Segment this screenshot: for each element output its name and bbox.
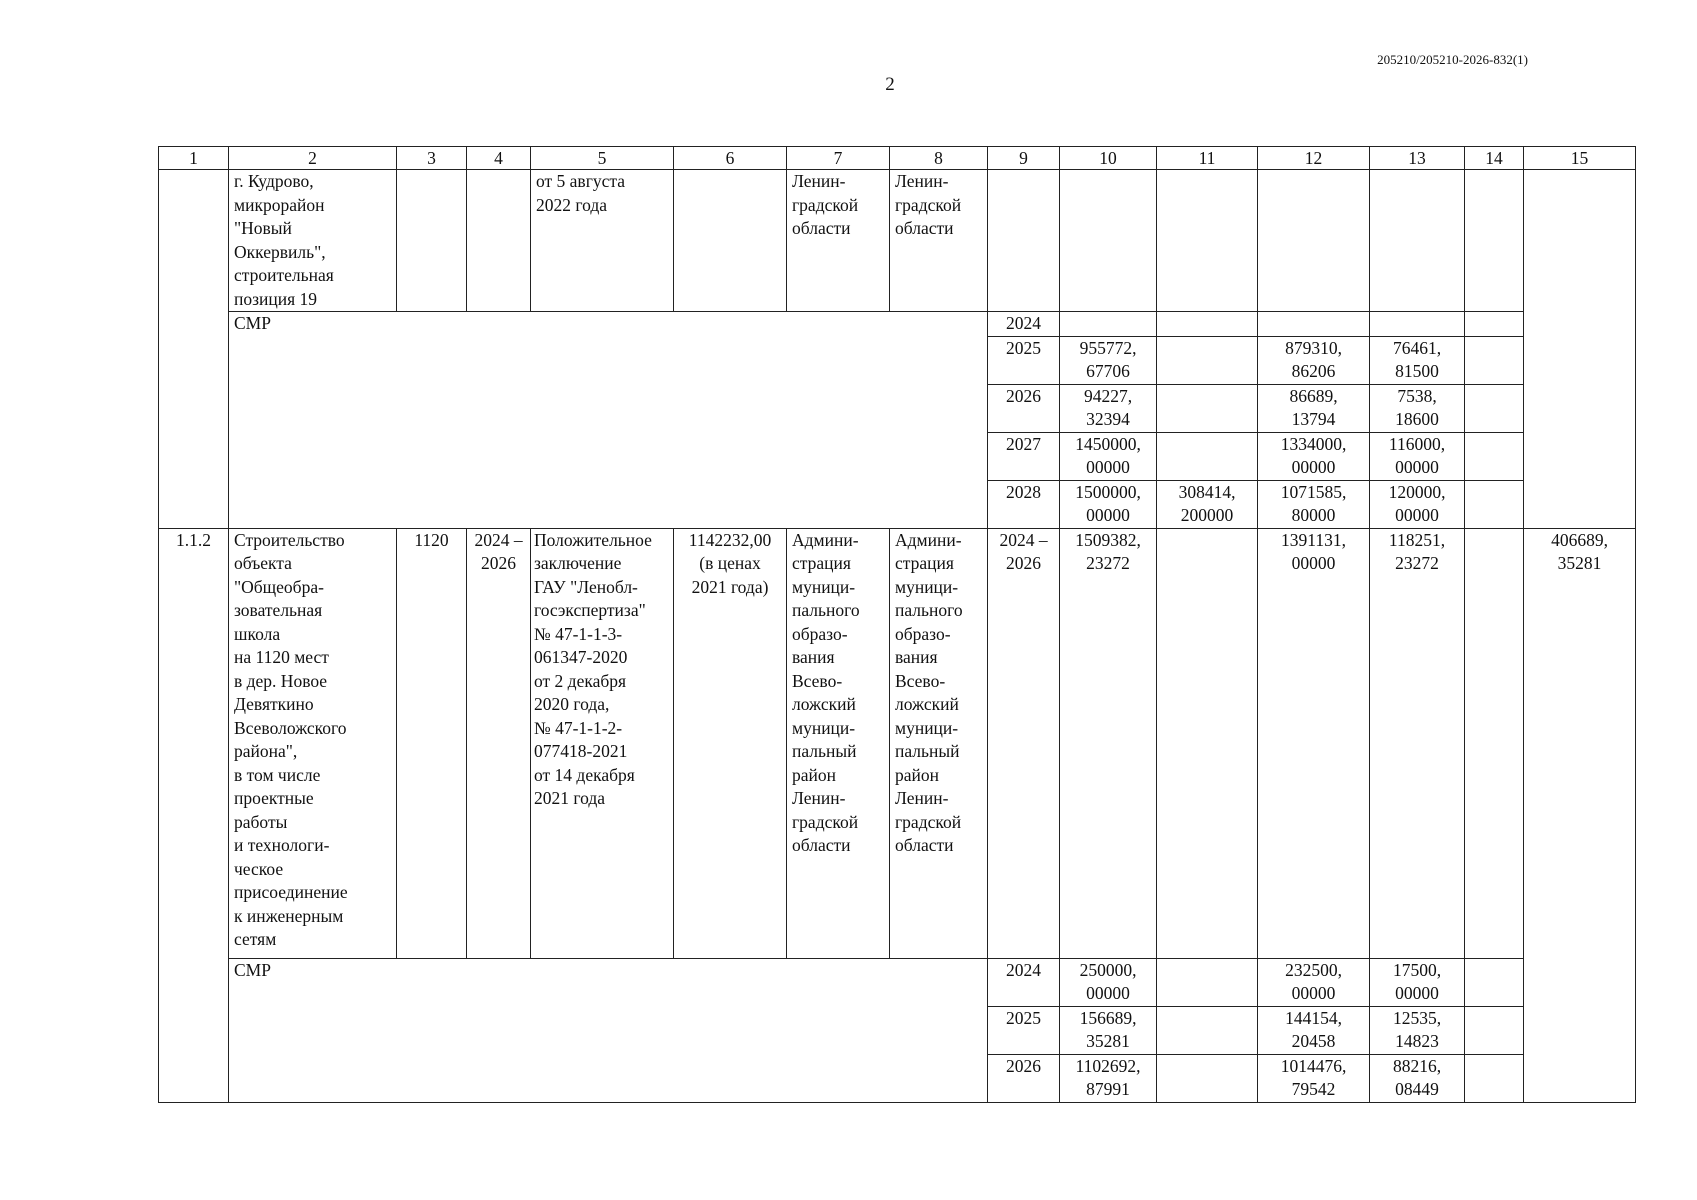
value-cell xyxy=(1465,1054,1524,1102)
financing-years: 2024 – 2026 xyxy=(988,528,1060,958)
column-header: 12 xyxy=(1258,147,1370,170)
capacity: 1120 xyxy=(397,528,467,958)
cell-c10 xyxy=(1060,170,1157,312)
value-cell: 1102692, 87991 xyxy=(1060,1054,1157,1102)
customer: Админи- страция муници- пального образо- вания Всево- ложский муници- пальный район Ленин- градской области xyxy=(787,528,890,958)
column-header: 11 xyxy=(1157,147,1258,170)
value-cell: 232500, 00000 xyxy=(1258,958,1370,1006)
value-cell xyxy=(1157,958,1258,1006)
data-table xyxy=(158,146,1636,1103)
value-cell: 156689, 35281 xyxy=(1060,1006,1157,1054)
year-cell: 2028 xyxy=(988,480,1060,528)
value-cell: 118251, 23272 xyxy=(1370,528,1465,958)
column-header: 13 xyxy=(1370,147,1465,170)
value-cell: 86689, 13794 xyxy=(1258,384,1370,432)
value-cell xyxy=(1465,432,1524,480)
value-cell xyxy=(1465,528,1524,958)
estimated-cost: 1142232,00 (в ценах 2021 года) xyxy=(674,528,787,958)
cell-c12 xyxy=(1258,170,1370,312)
value-cell: 144154, 20458 xyxy=(1258,1006,1370,1054)
table-row xyxy=(159,170,1636,312)
cell-code xyxy=(159,170,229,529)
column-header: 9 xyxy=(988,147,1060,170)
column-header: 2 xyxy=(229,147,397,170)
cell-years xyxy=(988,170,1060,312)
value-cell xyxy=(1465,958,1524,1006)
cell-c13 xyxy=(1370,170,1465,312)
value-cell xyxy=(1157,1054,1258,1102)
value-cell xyxy=(1465,336,1524,384)
customer: Ленин- градской области xyxy=(787,170,890,312)
value-cell: 7538, 18600 xyxy=(1370,384,1465,432)
object-name: г. Кудрово, микрорайон "Новый Оккервиль", строительная позиция 19 xyxy=(229,170,397,312)
page-number: 2 xyxy=(885,74,895,95)
value-cell xyxy=(1157,432,1258,480)
column-header: 4 xyxy=(467,147,531,170)
value-cell xyxy=(1370,312,1465,337)
year-cell: 2024 xyxy=(988,958,1060,1006)
value-cell: 1500000, 00000 xyxy=(1060,480,1157,528)
year-cell: 2025 xyxy=(988,336,1060,384)
value-cell xyxy=(1465,480,1524,528)
cell-c14 xyxy=(1465,170,1524,312)
value-cell: 406689, 35281 xyxy=(1524,528,1636,1102)
object-name: Строительство объекта "Общеобра- зовательная школа на 1120 мест в дер. Новое Девяткино Всеволожского района", в том числе проектные работы и технологи- ческое присоединение к инженерным сетям xyxy=(229,528,397,958)
column-header: 5 xyxy=(531,147,674,170)
value-cell xyxy=(1157,336,1258,384)
value-cell: 12535, 14823 xyxy=(1370,1006,1465,1054)
construction-period: 2024 – 2026 xyxy=(467,528,531,958)
column-header: 8 xyxy=(890,147,988,170)
column-header: 10 xyxy=(1060,147,1157,170)
value-cell: 116000, 00000 xyxy=(1370,432,1465,480)
document-code: 205210/205210-2026-832(1) xyxy=(1377,52,1528,67)
value-cell: 120000, 00000 xyxy=(1370,480,1465,528)
value-cell: 1334000, 00000 xyxy=(1258,432,1370,480)
year-cell: 2025 xyxy=(988,1006,1060,1054)
column-header: 6 xyxy=(674,147,787,170)
value-cell: 94227, 32394 xyxy=(1060,384,1157,432)
smr-label: СМР xyxy=(229,312,988,529)
value-cell: 88216, 08449 xyxy=(1370,1054,1465,1102)
table-row xyxy=(159,958,1636,1006)
header-row xyxy=(159,147,1636,170)
value-cell xyxy=(1465,1006,1524,1054)
year-cell: 2024 xyxy=(988,312,1060,337)
value-cell: 1391131, 00000 xyxy=(1258,528,1370,958)
value-cell xyxy=(1060,312,1157,337)
value-cell xyxy=(1157,1006,1258,1054)
cell-period xyxy=(467,170,531,312)
cell-cost xyxy=(674,170,787,312)
cell-c15 xyxy=(1524,170,1636,529)
column-header: 14 xyxy=(1465,147,1524,170)
value-cell: 308414, 200000 xyxy=(1157,480,1258,528)
value-cell xyxy=(1465,384,1524,432)
column-header: 3 xyxy=(397,147,467,170)
value-cell: 17500, 00000 xyxy=(1370,958,1465,1006)
expert-conclusion: от 5 августа 2022 года xyxy=(531,170,674,312)
developer: Админи- страция муници- пального образо- вания Всево- ложский муници- пальный район Ленин- градской области xyxy=(890,528,988,958)
cell-c11 xyxy=(1157,170,1258,312)
cell-capacity xyxy=(397,170,467,312)
value-cell: 1450000, 00000 xyxy=(1060,432,1157,480)
column-header: 7 xyxy=(787,147,890,170)
value-cell: 76461, 81500 xyxy=(1370,336,1465,384)
developer: Ленин- градской области xyxy=(890,170,988,312)
value-cell xyxy=(1465,312,1524,337)
expert-conclusion: Положительное заключение ГАУ "Ленобл- госэкспертиза" № 47-1-1-3- 061347-2020 от 2 декабря 2020 года, № 47-1-1-2- 077418-2021 от 14 декабря 2021 года xyxy=(531,528,674,958)
value-cell xyxy=(1157,528,1258,958)
value-cell: 1509382, 23272 xyxy=(1060,528,1157,958)
value-cell: 1071585, 80000 xyxy=(1258,480,1370,528)
year-cell: 2026 xyxy=(988,384,1060,432)
year-cell: 2027 xyxy=(988,432,1060,480)
item-code: 1.1.2 xyxy=(159,528,229,1102)
column-header: 15 xyxy=(1524,147,1636,170)
table-row xyxy=(159,528,1636,958)
value-cell: 879310, 86206 xyxy=(1258,336,1370,384)
value-cell xyxy=(1258,312,1370,337)
value-cell xyxy=(1157,312,1258,337)
value-cell xyxy=(1157,384,1258,432)
year-cell: 2026 xyxy=(988,1054,1060,1102)
value-cell: 1014476, 79542 xyxy=(1258,1054,1370,1102)
column-header: 1 xyxy=(159,147,229,170)
value-cell: 955772, 67706 xyxy=(1060,336,1157,384)
smr-label: СМР xyxy=(229,958,988,1102)
value-cell: 250000, 00000 xyxy=(1060,958,1157,1006)
table-row xyxy=(159,312,1636,337)
